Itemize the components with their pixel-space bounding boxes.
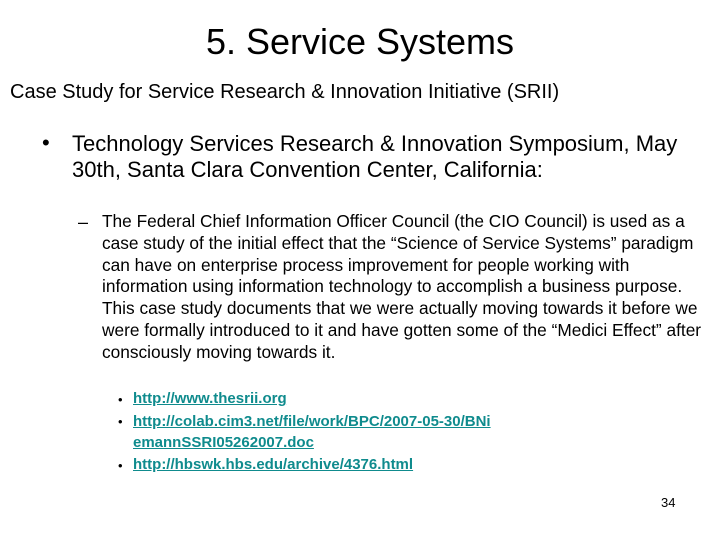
link-hbswk[interactable]: http://hbswk.hbs.edu/archive/4376.html — [133, 456, 414, 473]
sub-bullet-text: The Federal Chief Information Officer Council (the CIO Council) is used as a case study of the initial effect that the “Science of Service Systems” paradigm can have on enterprise process improvement for people working with information using information technology to accomplish a business purpose. This case study documents that we were actually moving towards it before we were formally introduced to it and have gotten some of the “Medici Effect” after consciously moving towards it. — [102, 211, 702, 362]
slide-subtitle: Case Study for Service Research & Innovation Initiative (SRII) — [10, 81, 560, 103]
dash-marker: – — [78, 212, 89, 232]
bullet-marker: • — [42, 130, 50, 155]
link-colab-doc[interactable]: http://colab.cim3.net/file/work/BPC/2007-05-30/BNiemannSSRI05262007.doc — [133, 413, 491, 451]
link-bullet-marker: • — [118, 458, 123, 473]
bullet-text: Technology Services Research & Innovation Symposium, May 30th, Santa Clara Convention Center, California: — [72, 131, 678, 182]
slide-title: 5. Service Systems — [205, 21, 515, 62]
link-thesrii[interactable]: http://www.thesrii.org — [133, 390, 287, 407]
page-number: 34 — [661, 495, 676, 510]
link-bullet-marker: • — [118, 392, 123, 407]
link-bullet-marker: • — [118, 414, 123, 429]
